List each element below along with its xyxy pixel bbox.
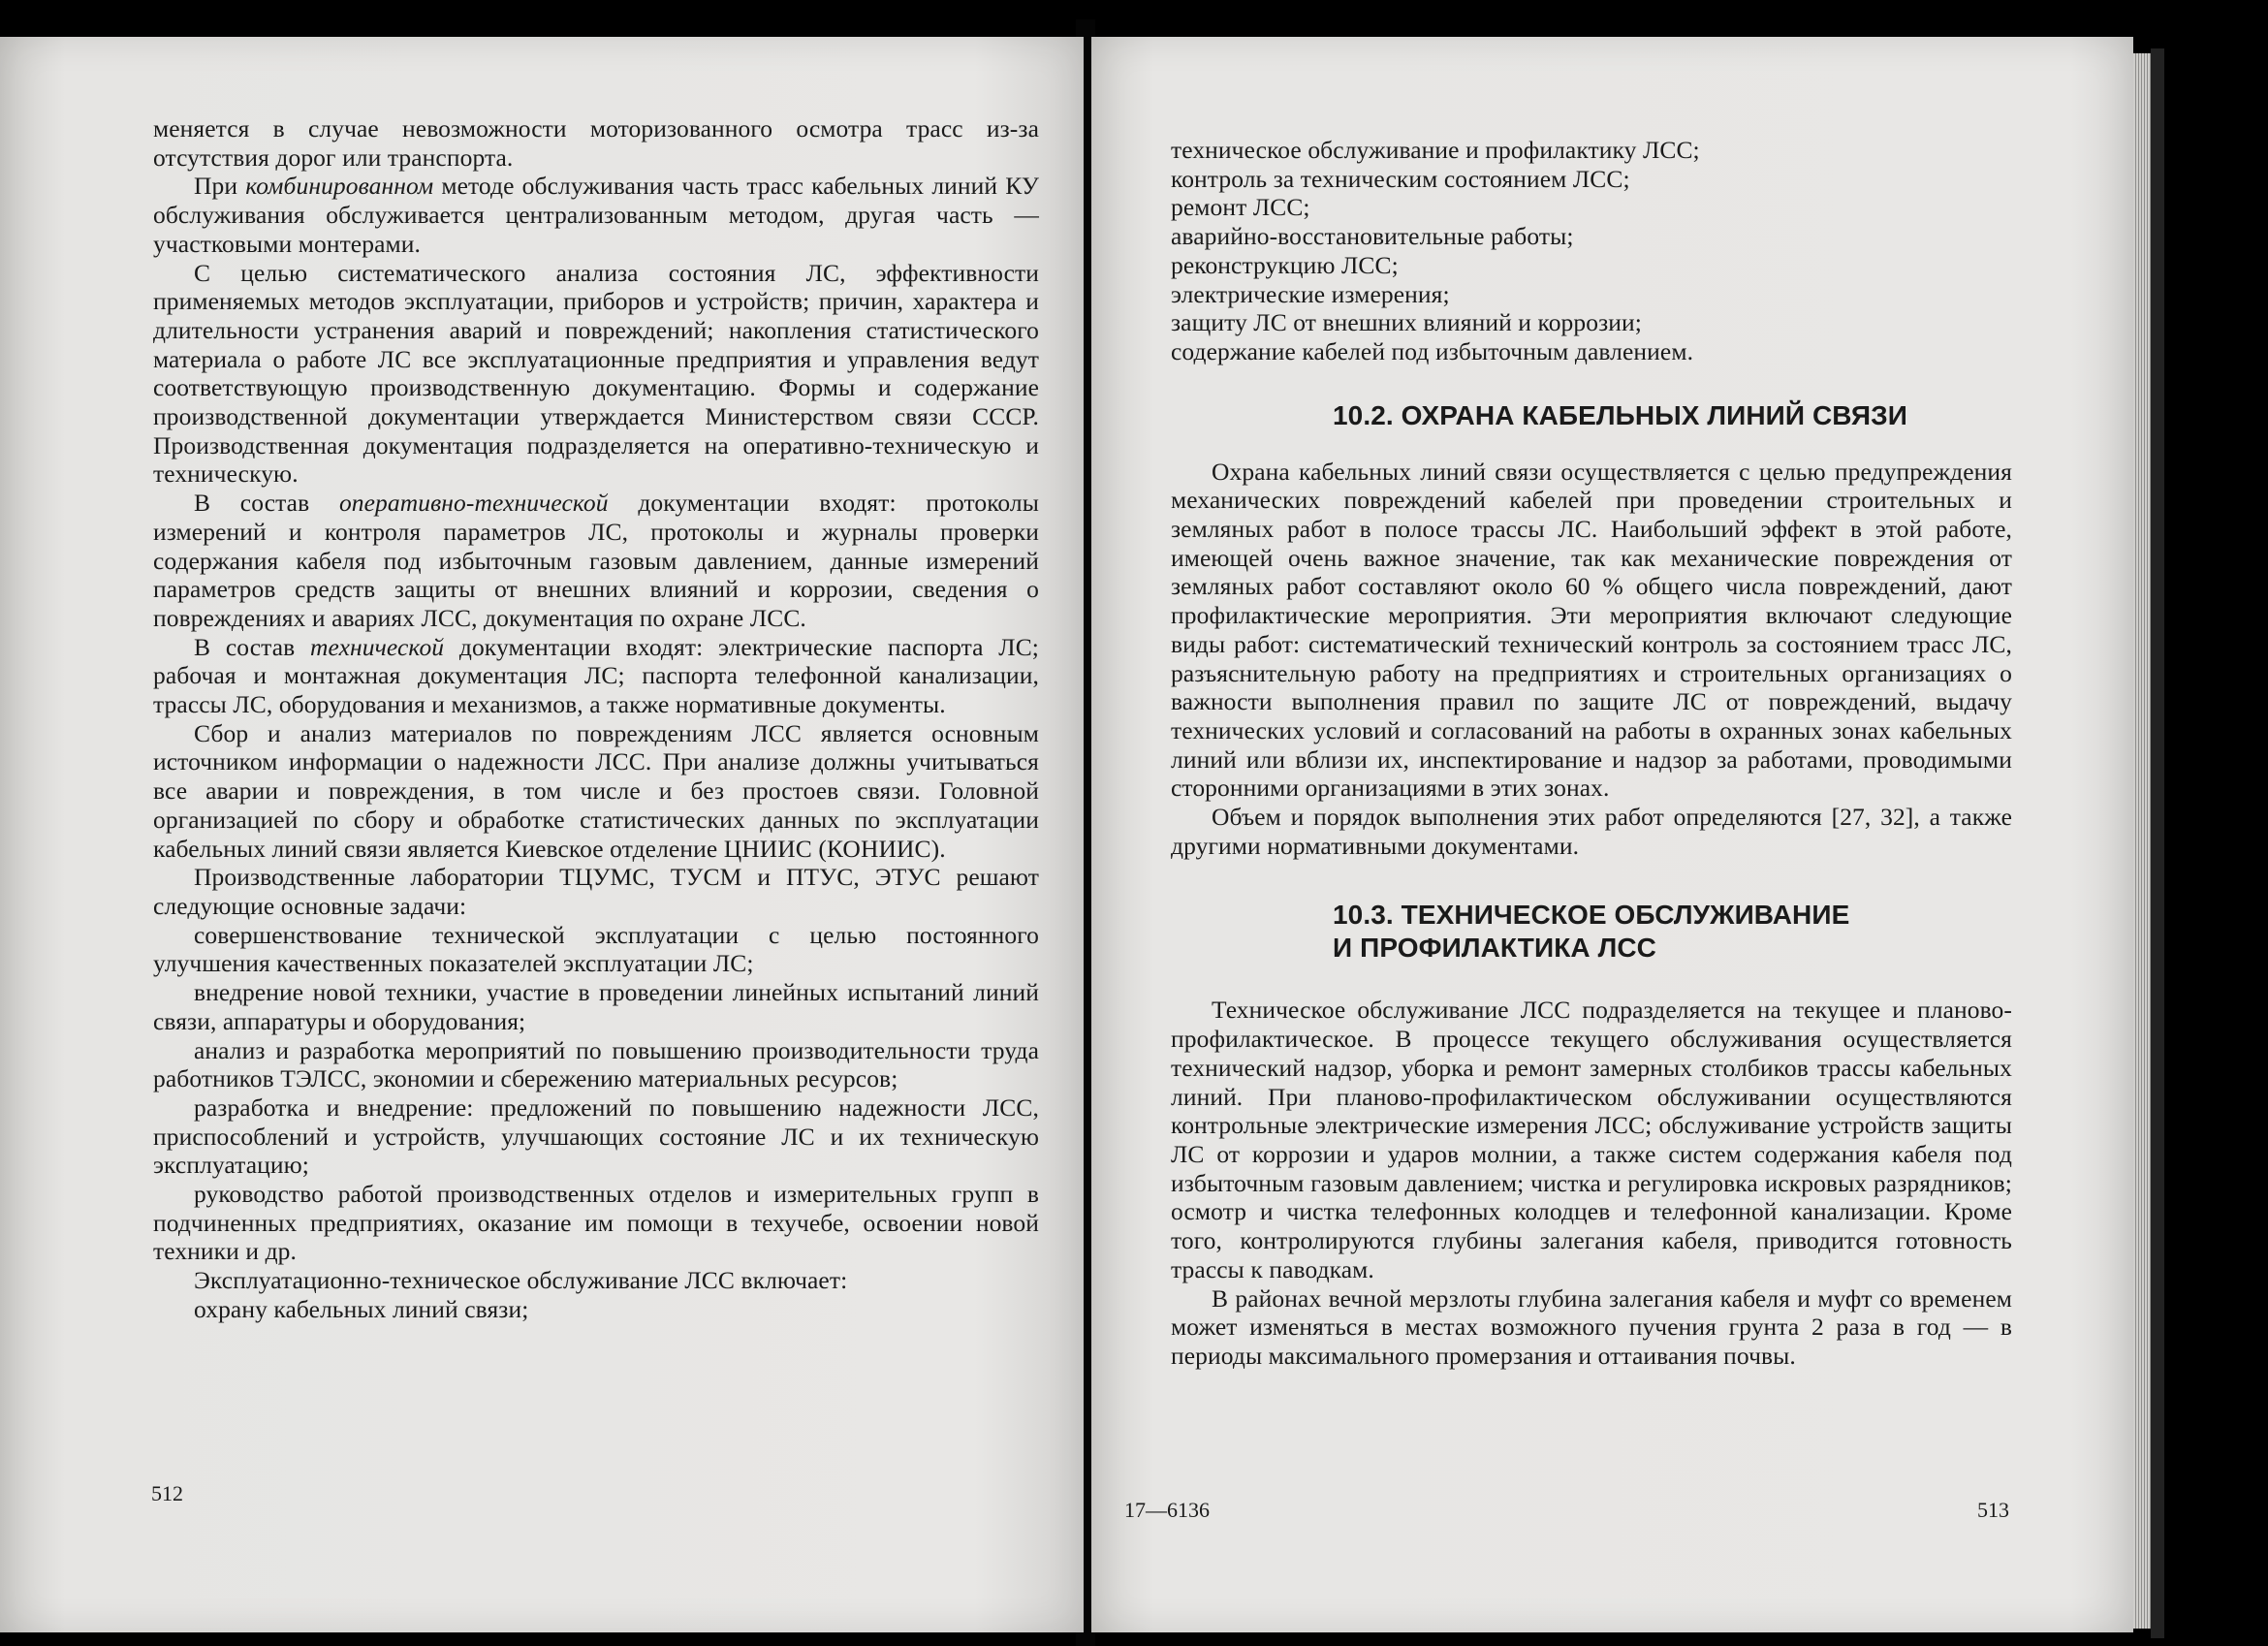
left-page-text [153, 114, 1039, 1324]
list-item: анализ и разработка мероприятий по повышению производительности труда работников ТЭЛСС, экономии и сбережению материальных ресурсов; [153, 1035, 1039, 1093]
paragraph: меняется в случае невозможности моторизованного осмотра трасс из-за отсутствия дорог или транспорта. [153, 114, 1039, 172]
text-run: методе обслуживания часть трасс кабельных линий КУ обслуживания обслуживается централизованным методом, другая часть — участковыми монтерами. [153, 172, 1040, 258]
signature-mark: 17—6136 [1124, 1498, 1210, 1522]
list-item: ремонт ЛСС; [1171, 193, 1310, 222]
paragraph: Охрана кабельных линий связи осуществляется с целью предупреждения механических повреждений кабелей при проведении строительных и земляных работ в полосе трассы ЛС. Наибольший эффект в этой работе, имеющей очень важное значение, так как механические повреждения от земляных работ составляют около 60 % общего числа повреждений, дают профилактические мероприятия. Эти мероприятия включают следующие виды работ: систематический технический контроль за состоянием трасс ЛС, разъяснительную работу на предприятиях и строительных организациях о важности выполнения правил по защите ЛС от повреждений, выдачу технических условий и согласований на работы в охранных зонах кабельных линий или вблизи их, инспектирование и надзор за работами, проводимыми сторонними организациями в этих зонах. [1171, 457, 2012, 803]
list-item: защиту ЛС от внешних влияний и коррозии; [1171, 308, 1642, 337]
text-run: При [194, 172, 246, 201]
paragraph: Техническое обслуживание ЛСС подразделяется на текущее и планово-профилактическое. В процессе текущего обслуживания осуществляется технический надзор, уборка и ремонт замерных столбиков трассы кабельных линий. При планово-профилактическом обслуживании осуществляются контрольные электрические измерения ЛСС; обслуживание устройств защиты ЛС от коррозии и ударов молнии, а также систем содержания кабеля под избыточным газовым давлением; чистка и регулировка искровых разрядников; осмотр и чистка телефонных колодцев и телефонной канализации. Кроме того, контролируются глубины залегания кабеля, приводится готовность трассы к паводкам. [1171, 996, 2012, 1283]
list-item: охрану кабельных линий связи; [194, 1294, 529, 1323]
page-number-right: 513 [1977, 1498, 2009, 1522]
text-run: документации входят: электрические паспорта ЛС; рабочая и монтажная документация ЛС; паспорта телефонной канализации, трассы ЛС, оборудования и механизмов, а также нормативные документы. [153, 632, 1039, 719]
paragraph [153, 172, 1039, 258]
paragraph: Сбор и анализ материалов по повреждениям ЛСС является основным источником информации о надежности ЛСС. При анализе должны учитываться все аварии и повреждения, в том числе и без простоев связи. Головной организацией по сбору и обработке статистических данных по эксплуатации кабельных линий связи является Киевское отделение ЦНИИС (КОНИИС). [153, 718, 1039, 863]
section-heading-10-3 [1171, 899, 2012, 965]
emphasis: оперативно-технической [338, 489, 609, 518]
emphasis: технической [310, 632, 445, 661]
paragraph: Эксплуатационно-техническое обслуживание ЛСС включает: [194, 1266, 848, 1295]
paragraph: С целью систематического анализа состояния ЛС, эффективности применяемых методов эксплуатации, приборов и устройств; причин, характера и длительности устранения аварий и повреждений; накопления статистического материала о работе ЛС все эксплуатационные предприятия и управления ведут соответствующую производственную документацию. Формы и содержание производственной документации утверждается Министерством связи СССР. Производственная документация подразделяется на оперативно-техническую и техническую. [153, 258, 1039, 489]
text-run: В состав [194, 489, 339, 518]
list-item: электрические измерения; [1171, 279, 1450, 308]
book-cover-edge [2151, 48, 2164, 1638]
list-item: руководство работой производственных отделов и измерительных групп в подчиненных предприятиях, оказание им помощи в техучебе, освоении новой техники и др. [153, 1180, 1039, 1266]
paragraph: В районах вечной мерзлоты глубина залегания кабеля и муфт со временем может изменяться в местах возможного пучения грунта 2 раза в год — в периоды максимального промерзания и оттаивания почвы. [1171, 1283, 2012, 1370]
list-item: содержание кабелей под избыточным давлением. [1171, 336, 1694, 365]
list-item: совершенствование технической эксплуатации с целью постоянного улучшения качественных показателей эксплуатации ЛС; [153, 920, 1039, 978]
list-item: контроль за техническим состоянием ЛСС; [1171, 164, 1630, 193]
list-item: разработка и внедрение: предложений по повышению надежности ЛСС, приспособлений и устройств, улучшающих состояние ЛС и их техническую эксплуатацию; [153, 1092, 1039, 1180]
list-item: реконструкцию ЛСС; [1171, 250, 1399, 279]
heading-line: И ПРОФИЛАКТИКА ЛСС [1333, 933, 1656, 964]
text-run: документации входят: протоколы измерений и контроля параметров ЛС, протоколы и журналы проверки содержания кабеля под избыточным газовым давлением, данные измерений параметров средств защиты от внешних влияний и коррозии, сведения о повреждениях и авариях ЛСС, документация по охране ЛСС. [153, 489, 1039, 632]
paragraph: Производственные лаборатории ТЦУМС, ТУСМ и ПТУС, ЭТУС решают следующие основные задачи: [153, 863, 1039, 920]
heading-line: 10.3. ТЕХНИЧЕСКОЕ ОБСЛУЖИВАНИЕ [1333, 900, 1850, 931]
list-item: техническое обслуживание и профилактику ЛСС; [1171, 136, 1700, 164]
list-item: аварийно-восстановительные работы; [1171, 222, 1574, 251]
right-page-text [1171, 136, 2012, 1371]
maintenance-list [1171, 136, 2012, 366]
paragraph [153, 633, 1039, 719]
page-number-left: 512 [151, 1481, 183, 1505]
emphasis: комбинированном [245, 172, 434, 201]
paragraph: Объем и порядок выполнения этих работ определяются [27, 32], а также другими нормативными документами. [1171, 803, 2012, 860]
paragraph [153, 489, 1039, 633]
text-run: В состав [194, 632, 311, 661]
list-item: внедрение новой техники, участие в проведении линейных испытаний линий связи, аппаратуры и оборудования; [153, 978, 1039, 1035]
section-heading-10-2: 10.2. ОХРАНА КАБЕЛЬНЫХ ЛИНИЙ СВЯЗИ [1333, 399, 1908, 430]
